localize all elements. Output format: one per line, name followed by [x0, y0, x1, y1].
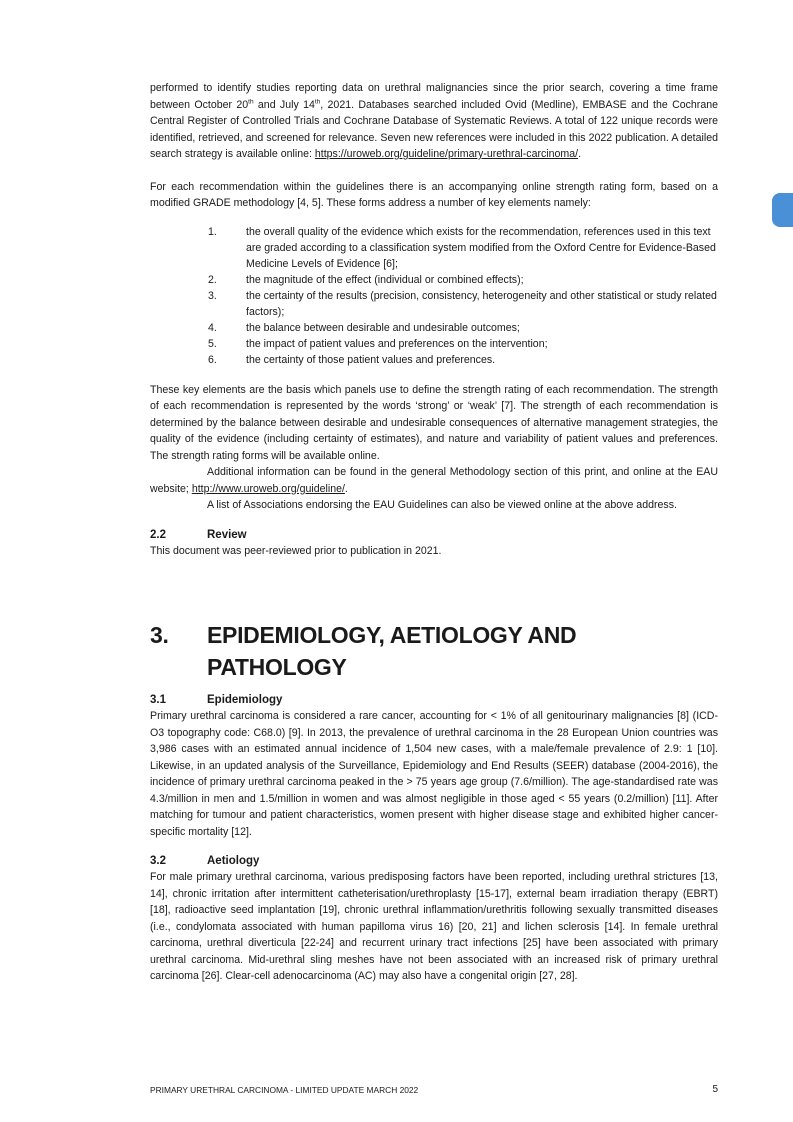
strength-form-paragraph: For each recommendation within the guidelines there is an accompanying online strength rating form, based on a modified GRADE methodology [4, 5]. These forms address a number of key elements namely: — [150, 180, 718, 209]
review-heading — [150, 527, 718, 543]
ordinal-superscript-1: th — [248, 97, 254, 105]
key-elements-list — [150, 224, 718, 368]
epidemiology-text: Primary urethral carcinoma is considered a rare cancer, accounting for < 1% of all genitourinary malignancies [8] (ICD-O3 topography code: C68.0) [9]. In 2013, the prevalence of urethral carcinoma in the 28 European Union countries was 3,986 cases with an estimated annual incidence of 1,504 new cases, with a male/female prevalence of 2.9: 1 [10]. Likewise, in an updated analysis of the Surveillance, Epidemiology and End Results (SEER) database (2004-2016), the incidence of primary urethral carcinoma peaked in the > 75 years age group (7.6/million). The age-standardised rate was 4.3/million in men and 1.5/million in women and was almost negligible in those aged < 55 years (0.2/million) [11]. After matching for tumour and patient characteristics, women present with higher disease stage and exhibited higher cancer-specific mortality [12]. — [150, 710, 718, 838]
associations-paragraph: A list of Associations endorsing the EAU Guidelines can also be viewed online at the above address. — [207, 499, 677, 511]
page-footer — [150, 1084, 718, 1096]
chapter-title: EPIDEMIOLOGY, AETIOLOGY AND PATHOLOGY — [207, 622, 577, 680]
methodology-end: . — [344, 482, 348, 495]
methodology-paragraph — [150, 464, 718, 497]
page-number: 5 — [712, 1084, 718, 1095]
aetiology-text: For male primary urethral carcinoma, various predisposing factors have been reported, including urethral strictures [13, 14], chronic irritation after intermittent catheterisation/urethroplasty [15-17], external beam irradiation therapy (EBRT) [18], radioactive seed implantation [19], chronic urethral inflammation/urethritis following sexually transmitted diseases (i.e., condylomata associated with human papilloma virus 16) [20, 21] and lichen sclerosis [14]. In female urethral carcinoma, urethral diverticula [22-24] and recurrent urinary tract infections [25] have been associated with primary urethral carcinoma. Mid-urethral sling meshes have not been associated with an increased risk of primary urethral carcinoma [26]. Clear-cell adenocarcinoma (AC) may also have a congenital origin [27, 28]. — [150, 871, 718, 982]
list-item: 5. the impact of patient values and preferences on the intervention; — [208, 337, 548, 350]
search-paragraph — [150, 80, 718, 163]
epidemiology-number: 3.1 — [150, 694, 166, 706]
aetiology-number: 3.2 — [150, 855, 166, 867]
chapter-side-tab — [772, 193, 793, 227]
ordinal-superscript-2: th — [314, 97, 321, 105]
aetiology-title: Aetiology — [207, 855, 260, 867]
page-content — [150, 80, 718, 985]
chapter-heading — [150, 619, 718, 683]
strength-rating-paragraph: These key elements are the basis which panels use to define the strength rating of each recommendation. The strength of each recommendation is represented by the words ‘strong’ or ‘weak’ [7]. The strength of each recommendation is determined by the balance between desirable and undesirable consequences of alternative management strategies, the quality of the evidence (including certainty of estimates), and nature and variability of patient values and preferences. The strength rating forms will be available online. — [150, 383, 718, 462]
review-text: This document was peer-reviewed prior to publication in 2021. — [150, 544, 442, 557]
chapter-number: 3. — [150, 622, 169, 648]
list-item: 2. the magnitude of the effect (individual or combined effects); — [208, 273, 524, 286]
review-number: 2.2 — [150, 528, 166, 541]
search-text-4: . — [578, 148, 582, 160]
aetiology-heading — [150, 853, 718, 869]
eau-website-link[interactable]: http://www.uroweb.org/guideline/ — [191, 482, 345, 495]
epidemiology-heading — [150, 692, 718, 708]
list-item: 4. the balance between desirable and undesirable outcomes; — [208, 321, 520, 334]
list-item: 1. the overall quality of the evidence which exists for the recommendation, references used in this text are graded according to a classification system modified from the Oxford Centre for Evidence-Based Medicine Levels of Evidence [6]; — [208, 225, 716, 270]
methodology-text: Additional information can be found in the general Methodology section of this print, and online at the EAU website; — [150, 466, 718, 495]
search-text-1: performed to identify studies reporting data on urethral malignancies since the prior search, covering a time frame between October 20 — [150, 82, 718, 111]
search-text-2: and July 14 — [253, 98, 315, 111]
review-title: Review — [207, 528, 247, 541]
search-strategy-link[interactable]: https://uroweb.org/guideline/primary-urethral-carcinoma/ — [314, 148, 579, 160]
epidemiology-title: Epidemiology — [207, 694, 283, 706]
list-item: 3. the certainty of the results (precision, consistency, heterogeneity and other statistical or study related factors); — [208, 289, 717, 318]
search-text-3: , 2021. Databases searched included Ovid (Medline), EMBASE and the Cochrane Central Register of Controlled Trials and Cochrane Database of Systematic Reviews. A total of 122 unique records were identified, retrieved, and screened for relevance. Seven new references were included in this 2022 publication. A detailed search strategy is available online: — [150, 98, 718, 160]
footer-title: PRIMARY URETHRAL CARCINOMA - LIMITED UPDATE MARCH 2022 — [150, 1085, 419, 1095]
list-item: 6. the certainty of those patient values and preferences. — [208, 353, 496, 366]
